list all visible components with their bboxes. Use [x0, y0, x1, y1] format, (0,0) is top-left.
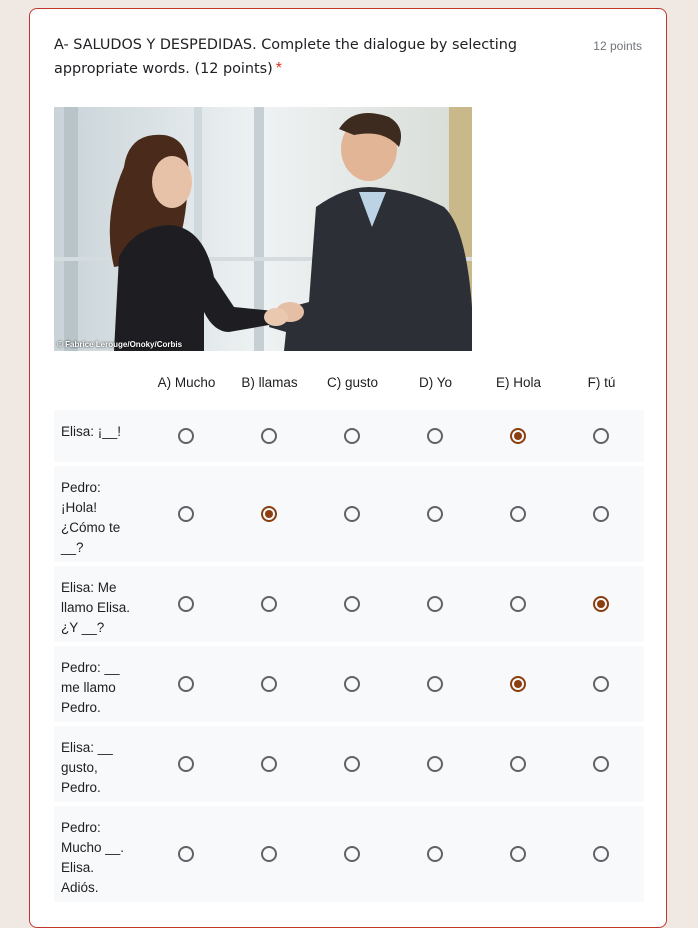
row-label: Pedro: __ me llamo Pedro.: [61, 660, 120, 715]
row-label: Elisa: ¡__!: [61, 424, 122, 439]
radio-option-5[interactable]: [510, 756, 526, 772]
radio-option-1[interactable]: [178, 846, 194, 862]
radio-option-4[interactable]: [427, 596, 443, 612]
radio-option-6[interactable]: [593, 676, 609, 692]
grid-row: [54, 566, 644, 642]
radio-option-1[interactable]: [178, 596, 194, 612]
grid-row: [54, 466, 644, 562]
radio-option-6[interactable]: [593, 506, 609, 522]
column-header: B) llamas: [241, 375, 298, 390]
question-title: A- SALUDOS Y DESPEDIDAS. Complete the dialogue by selecting appropriate words. (12 points): [54, 37, 518, 77]
column-header: E) Hola: [495, 375, 541, 390]
radio-option-1[interactable]: [178, 756, 194, 772]
radio-option-2[interactable]: [261, 506, 277, 522]
radio-option-1[interactable]: [178, 676, 194, 692]
question-header: [54, 33, 534, 81]
row-label: Pedro: Mucho __. Elisa. Adiós.: [61, 820, 125, 895]
radio-option-5[interactable]: [510, 506, 526, 522]
radio-option-4[interactable]: [427, 756, 443, 772]
radio-option-1[interactable]: [178, 428, 194, 444]
radio-option-5[interactable]: [510, 596, 526, 612]
radio-option-2[interactable]: [261, 428, 277, 444]
radio-option-3[interactable]: [344, 756, 360, 772]
radio-option-2[interactable]: [261, 676, 277, 692]
points-label: 12 points: [593, 39, 642, 53]
radio-option-4[interactable]: [427, 676, 443, 692]
question-card: [29, 8, 667, 928]
grid-column-headers: [54, 371, 644, 395]
row-label: Elisa: Me llamo Elisa. ¿Y __?: [61, 580, 131, 635]
radio-option-3[interactable]: [344, 676, 360, 692]
radio-option-6[interactable]: [593, 756, 609, 772]
radio-option-2[interactable]: [261, 596, 277, 612]
column-header: F) tú: [587, 375, 616, 390]
handshake-image: [54, 107, 472, 351]
radio-option-6[interactable]: [593, 596, 609, 612]
radio-option-3[interactable]: [344, 506, 360, 522]
radio-option-2[interactable]: [261, 846, 277, 862]
grid-row: [54, 806, 644, 902]
row-label: Pedro: ¡Hola! ¿Cómo te __?: [61, 480, 121, 555]
column-header: D) Yo: [418, 375, 453, 390]
radio-option-4[interactable]: [427, 428, 443, 444]
radio-option-5[interactable]: [510, 428, 526, 444]
grid-row: [54, 726, 644, 802]
column-header: A) Mucho: [157, 375, 216, 390]
required-asterisk: *: [275, 60, 282, 77]
radio-option-4[interactable]: [427, 846, 443, 862]
radio-option-2[interactable]: [261, 756, 277, 772]
grid-row: [54, 646, 644, 722]
row-label: Elisa: __ gusto, Pedro.: [61, 740, 113, 795]
radio-option-3[interactable]: [344, 846, 360, 862]
radio-option-1[interactable]: [178, 506, 194, 522]
radio-option-6[interactable]: [593, 428, 609, 444]
radio-option-5[interactable]: [510, 846, 526, 862]
radio-option-3[interactable]: [344, 596, 360, 612]
radio-option-6[interactable]: [593, 846, 609, 862]
radio-option-5[interactable]: [510, 676, 526, 692]
image-credit: © Fabrice Lerouge/Onoky/Corbis: [57, 340, 183, 349]
grid-row: [54, 410, 644, 462]
radio-option-3[interactable]: [344, 428, 360, 444]
column-header: C) gusto: [326, 375, 379, 390]
radio-option-4[interactable]: [427, 506, 443, 522]
